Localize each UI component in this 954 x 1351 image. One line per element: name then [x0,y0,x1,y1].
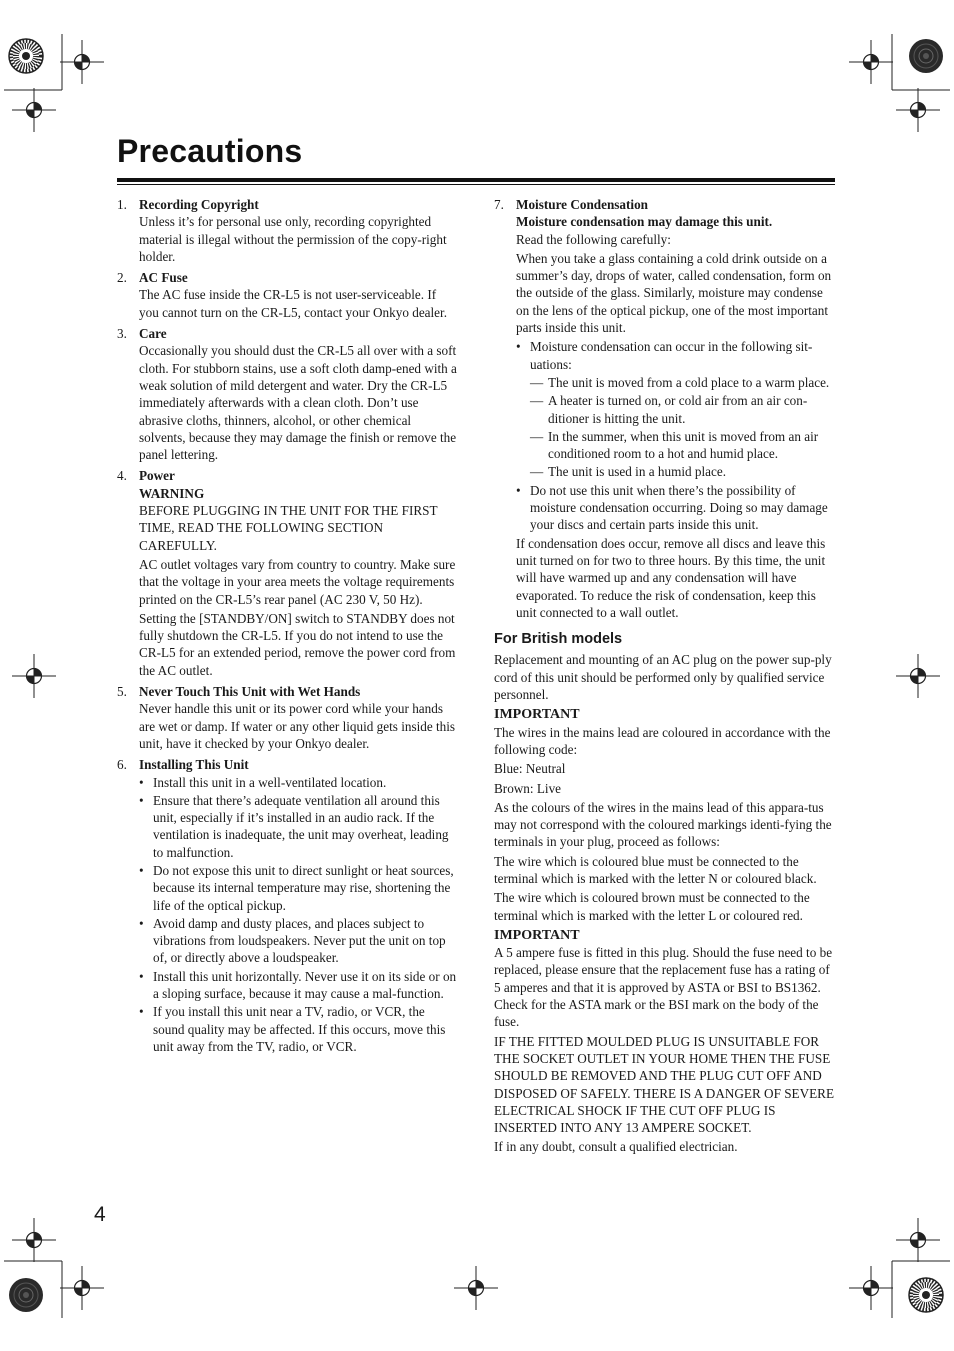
item-text: Setting the [STANDBY/ON] switch to STANDBY does not fully shutdown the CR-L5. If you do not intend to use the CR-L5 for an extended period, remove the power cord from the AC outlet. [139,610,456,678]
bullet-text: Moisture condensation can occur in the following sit-uations: [530,339,813,372]
section-text: Replacement and mounting of an AC plug on the power sup-ply cord of this unit should be performed only by qualified service personnel. [494,652,832,703]
item-subtitle: Moisture condensation may damage this unit. [516,214,773,230]
right-column [494,196,836,1158]
list-item [516,482,836,534]
bullet-text: Avoid damp and dusty places, and places subject to vibrations from loudspeakers. Never put the unit on top of, or directly above a loudspeaker. [153,915,446,966]
bullet-icon: • [139,862,144,878]
british-models-section [494,631,836,1156]
left-column [117,196,457,1059]
precaution-moisture [494,196,836,621]
bullet-icon: • [139,774,144,790]
list-item [139,915,457,967]
dash-icon: — [530,393,544,409]
bullet-text: Do not expose this unit to direct sunlight or heat sources, because its internal temperature may rise, shortening the life of the optical pickup. [153,862,454,913]
important-label: IMPORTANT [494,927,580,943]
bullet-text: Ensure that there’s adequate ventilation all around this unit, especially if it’s installed in an audio rack. If the ventilation is inadequate, the unit may overheat, leading to malfunction. [153,792,449,860]
item-title: Moisture Condensation [516,197,649,212]
bullet-icon: • [139,792,144,808]
item-text: BEFORE PLUGGING IN THE UNIT FOR THE FIRST TIME, READ THE FOLLOWING SECTION CAREFULLY. [139,503,438,553]
list-item [139,792,457,861]
dash-icon: — [530,428,544,444]
item-title: Never Touch This Unit with Wet Hands [139,684,361,700]
section-text: Brown: Live [494,780,562,796]
section-text: As the colours of the wires in the mains lead of this appara-tus may not correspond with the coloured markings identi-fying the terminals in your plug, proceed as follows: [494,799,832,850]
section-text: IF THE FITTED MOULDED PLUG IS UNSUITABLE FOR THE SOCKET OUTLET IN YOUR HOME THEN THE FUSE SHOULD BE REMOVED AND THE PLUG CUT OFF AND DISPOSED OF SAFELY. THERE IS A DANGER OF SEVERE ELECTRICAL SHOCK IF THE CUT OFF PLUG IS INSERTED INTO ANY 13 AMPERE SOCKET. [494,1033,835,1136]
precaution-recording-copyright [117,196,457,265]
page-title: Precautions [117,133,303,169]
item-number: 2. [117,270,127,286]
dash-icon: — [530,374,544,390]
bullet-icon: • [139,968,144,984]
list-item [139,1003,457,1055]
bullet-text: Do not use this unit when there’s the possibility of moisture condensation occurring. Doing so may damage your discs and certain parts inside this unit. [530,482,828,533]
list-item [139,968,457,1003]
section-text: The wire which is coloured brown must be connected to the terminal which is marked with the letter L or coloured red. [494,890,810,923]
bullet-text: Install this unit in a well-ventilated location. [153,774,387,790]
item-title: Care [139,326,167,342]
item-number: 1. [117,197,127,212]
precaution-wet-hands [117,683,457,752]
precaution-power [117,467,457,679]
item-number: 6. [117,757,127,773]
bullet-icon: • [139,1004,144,1020]
precaution-care [117,325,457,463]
bullet-icon: • [516,339,521,355]
dash-item [530,392,836,427]
item-title: Recording Copyright [139,197,259,212]
dash-item [530,428,836,463]
title-rule-thin [117,184,835,185]
dash-item [530,374,836,391]
bullet-icon: • [516,482,521,498]
dash-text: A heater is turned on, or cold air from an air con-ditioner is hitting the unit. [548,393,808,426]
item-number: 4. [117,468,127,484]
item-title: AC Fuse [139,270,188,286]
list-item [139,862,457,914]
item-text: If condensation does occur, remove all discs and leave this unit turned on for two to three hours. By this time, the unit will have warmed up and any condensation will have evaporated. To reduce the risk of condensation, keep this unit connected to a wall outlet. [516,535,826,620]
important-label: IMPORTANT [494,707,580,723]
precaution-installing [117,756,457,1055]
item-text: Never handle this unit or its power cord while your hands are wet or damp. If water or any other liquid gets inside this unit, have it checked by your Onkyo dealer. [139,701,456,751]
dash-text: The unit is used in a humid place. [548,464,726,480]
item-text: AC outlet voltages vary from country to country. Make sure that the voltage in your area meets the voltage requirements printed on the CR-L5’s rear panel (AC 230 V, 50 Hz). [139,556,456,607]
item-number: 7. [494,197,504,212]
section-text: A 5 ampere fuse is fitted in this plug. Should the fuse need to be replaced, please ensure that the replacement fuse has a rating of 5 amperes and that it is approved by ASTA or BSI to BS1362. Check for the ASTA mark or the BSI mark on the body of the fuse. [494,945,833,1030]
item-text: Read the following carefully: [516,231,671,247]
dash-text: The unit is moved from a cold place to a warm place. [548,374,830,390]
list-item [516,338,836,373]
title-rule [117,178,835,182]
bullet-text: Install this unit horizontally. Never use it on its side or on a sloping surface, because it may cause a mal-function. [153,968,457,1002]
warning-label: WARNING [139,485,205,501]
item-text: The AC fuse inside the CR-L5 is not user-serviceable. If you cannot turn on the CR-L5, contact your Onkyo dealer. [139,287,447,320]
item-text: Unless it’s for personal use only, recording copyrighted material is illegal without the permission of the copy-right holder. [139,214,447,264]
item-text: Occasionally you should dust the CR-L5 all over with a soft cloth. For stubborn stains, use a soft cloth damp-ened with a weak solution of mild detergent and water. Dry the CR-L5 immediately afterwards with a clean cloth. Don’t use abrasive cloths, thinners, alcohol, or other chemical solvents, because they may damage the finish or remove the panel lettering. [139,343,457,463]
item-number: 3. [117,326,127,342]
item-text: When you take a glass containing a cold drink outside on a summer’s day, drops of water, called condensation, form on the outside of the glass. Similarly, moisture may condense on the lens of the optical pickup, one of the most important parts inside this unit. [516,250,832,336]
section-heading: For British models [494,631,623,648]
dash-icon: — [530,464,544,480]
section-text: The wires in the mains lead are coloured in accordance with the following code: [494,724,831,757]
section-text: If in any doubt, consult a qualified electrician. [494,1139,738,1155]
item-title: Installing This Unit [139,757,249,773]
section-text: Blue: Neutral [494,761,566,777]
dash-text: In the summer, when this unit is moved from an air conditioned room to a hot and humid place. [548,428,819,462]
item-title: Power [139,468,175,484]
bullet-text: If you install this unit near a TV, radio, or VCR, the sound quality may be affected. If this occurs, move this unit away from the TV, radio, or VCR. [153,1004,446,1054]
page-number: 4 [94,1203,106,1226]
list-item [139,774,457,791]
section-text: The wire which is coloured blue must be connected to the terminal which is marked with the letter N or coloured black. [494,853,817,886]
item-number: 5. [117,684,127,700]
precaution-ac-fuse [117,269,457,321]
dash-item [530,463,836,480]
bullet-icon: • [139,915,144,931]
